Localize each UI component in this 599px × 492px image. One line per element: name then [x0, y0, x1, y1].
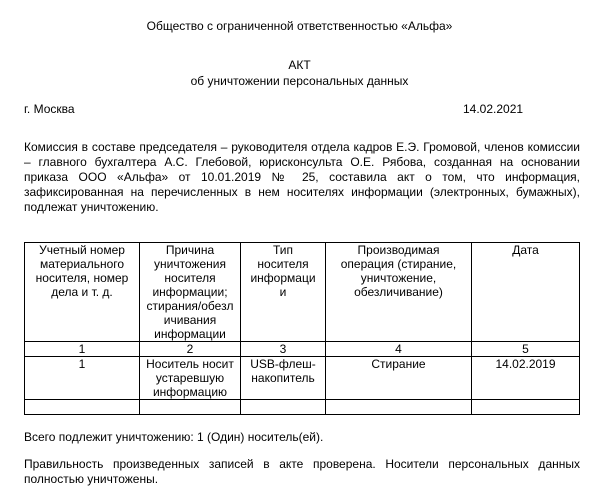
cell-text-line: Учетный номер	[39, 243, 125, 257]
cell-text-line: носителя, номер	[35, 271, 129, 285]
cell-text-line: носителя	[257, 257, 309, 271]
cell-text-line: носителя	[164, 271, 216, 285]
cell-text-line: устаревшую	[155, 371, 225, 385]
cell-text-line: материального	[39, 257, 125, 271]
header-cell	[326, 243, 472, 342]
header-cell	[25, 243, 140, 342]
empty-cell	[472, 400, 580, 415]
organization-name: Общество с ограниченной ответственностью «Альфа»	[146, 19, 453, 33]
empty-cell	[140, 400, 241, 415]
document-subtitle: об уничтожении персональных данных	[190, 74, 409, 88]
reason-cell	[140, 357, 241, 400]
header-cell	[472, 243, 580, 342]
cell-text-line: Носитель носит	[146, 357, 234, 371]
empty-cell	[25, 400, 140, 415]
cell-text-line: 1	[78, 357, 86, 371]
cell-text-line: Стирание	[371, 357, 426, 371]
cell-text-line: Производимая	[357, 243, 440, 257]
document-title: АКТ	[288, 58, 311, 72]
record-number-cell	[25, 357, 140, 400]
column-number: 3	[241, 342, 326, 357]
document-date: 14.02.2021	[463, 102, 524, 116]
cell-text-line: информации	[154, 327, 226, 341]
cell-text-line: ичивания	[163, 313, 217, 327]
cell-text-line: обезличивание)	[354, 285, 443, 299]
cell-text-line: Причина	[165, 243, 215, 257]
column-number: 2	[140, 342, 241, 357]
commission-paragraph: Комиссия в составе председателя – руководителя отдела кадров Е.Э. Громовой, членов комиссии – главного бухгалтера А.С. Глебовой, юрисконсульта О.Е. Рябова, созданная на основании приказа ООО «Альфа» от 10.01.2019 № 25, составила акт о том, что информация, зафиксированная на перечисленных в нем носителях информации (электронных, бумажных), подлежат уничтожению.	[24, 140, 580, 214]
header-cell	[241, 243, 326, 342]
cell-text-line: Дата	[512, 243, 539, 257]
empty-cell	[326, 400, 472, 415]
cell-text-line: Тип	[272, 243, 293, 257]
date-cell	[472, 357, 580, 400]
table-header-row	[25, 243, 580, 342]
media-type-cell	[241, 357, 326, 400]
cell-text-line: информаци	[250, 271, 316, 285]
column-number: 4	[326, 342, 472, 357]
empty-table-row	[25, 400, 580, 415]
column-number: 5	[472, 342, 580, 357]
conclusion-paragraph: Правильность произведенных записей в акте проверена. Носители персональных данных полностью уничтожены.	[24, 457, 580, 486]
cell-text-line: стирания/обезл	[146, 299, 234, 313]
operation-cell	[326, 357, 472, 400]
cell-text-line: дела и т. д.	[51, 285, 113, 299]
empty-cell	[241, 400, 326, 415]
cell-text-line: накопитель	[251, 371, 315, 385]
cell-text-line: информацию	[152, 385, 228, 399]
city: г. Москва	[24, 102, 75, 116]
cell-text-line: операция (стирание,	[340, 257, 457, 271]
cell-text-line: уничтожения	[153, 257, 226, 271]
column-number: 1	[25, 342, 140, 357]
column-number-row	[25, 342, 580, 357]
destruction-table	[24, 242, 580, 415]
cell-text-line: USB-флеш-	[250, 357, 316, 371]
cell-text-line: уничтожение,	[360, 271, 437, 285]
table-row	[25, 357, 580, 400]
cell-text-line: 14.02.2019	[495, 357, 556, 371]
total-line: Всего подлежит уничтожению: 1 (Один) носитель(ей).	[24, 430, 324, 444]
header-cell	[140, 243, 241, 342]
cell-text-line: информации;	[152, 285, 228, 299]
cell-text-line: и	[279, 285, 287, 299]
